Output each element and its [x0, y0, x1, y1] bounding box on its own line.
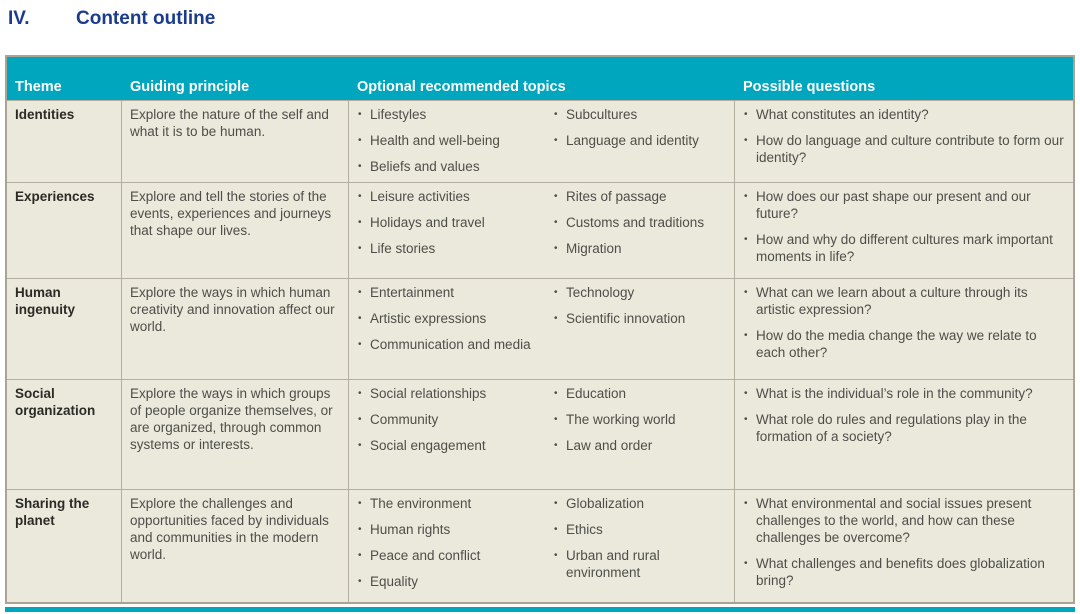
theme-cell: Social organization: [7, 380, 121, 489]
bullet-item: • Rites of passage: [553, 188, 726, 205]
bullet-item: • What constitutes an identity?: [743, 106, 1065, 123]
bullet-item: • Entertainment: [357, 284, 553, 301]
table-row-sharing-the-planet: [7, 490, 1073, 602]
bullet-item: • Social engagement: [357, 437, 553, 454]
bullet-item: • Migration: [553, 240, 726, 257]
topics-cell: [349, 380, 734, 489]
table-row-human-ingenuity: [7, 279, 1073, 379]
page-title: [8, 8, 608, 34]
topics-cell: [349, 183, 734, 278]
bullet-item: • Education: [553, 385, 726, 402]
bullet-item: • Ethics: [553, 521, 726, 538]
bullet-item: • Technology: [553, 284, 726, 301]
theme-cell: Identities: [7, 101, 121, 182]
topics-cell: [349, 101, 734, 182]
questions-list: [743, 495, 1065, 589]
bullet-item: • What role do rules and regulations play in the formation of a society?: [743, 411, 1065, 445]
topics-list-right: [553, 495, 726, 596]
questions-cell: [735, 490, 1073, 602]
topics-list-left: [357, 188, 553, 272]
header-optional-topics: Optional recommended topics: [349, 79, 734, 100]
bullet-item: • Language and identity: [553, 132, 726, 149]
topics-list-right: [553, 106, 726, 176]
topics-list-left: [357, 106, 553, 176]
bullet-item: • What can we learn about a culture through its artistic expression?: [743, 284, 1065, 318]
bullet-item: • What is the individual’s role in the community?: [743, 385, 1065, 402]
bullet-item: • Social relationships: [357, 385, 553, 402]
bullet-item: • How do language and culture contribute to form our identity?: [743, 132, 1065, 166]
questions-list: [743, 188, 1065, 265]
bullet-item: • How does our past shape our present and our future?: [743, 188, 1065, 222]
theme-cell: Human ingenuity: [7, 279, 121, 379]
bullet-item: • How and why do different cultures mark important moments in life?: [743, 231, 1065, 265]
bullet-item: • Law and order: [553, 437, 726, 454]
header-guiding-principle: Guiding principle: [122, 79, 348, 100]
bullet-item: • Communication and media: [357, 336, 553, 353]
topics-list-right: [553, 284, 726, 373]
principle-cell: Explore the ways in which human creativity and innovation affect our world.: [122, 279, 348, 379]
questions-list: [743, 106, 1065, 166]
bullet-item: • The environment: [357, 495, 553, 512]
bullet-item: • What challenges and benefits does globalization bring?: [743, 555, 1065, 589]
bullet-item: • How do the media change the way we relate to each other?: [743, 327, 1065, 361]
topics-list-left: [357, 385, 553, 483]
questions-cell: [735, 183, 1073, 278]
content-outline-table: [5, 55, 1075, 604]
table-row-social-organization: [7, 380, 1073, 489]
topics-list-left: [357, 495, 553, 596]
questions-cell: [735, 279, 1073, 379]
bullet-item: • Subcultures: [553, 106, 726, 123]
bullet-item: • Community: [357, 411, 553, 428]
bullet-item: • Holidays and travel: [357, 214, 553, 231]
theme-cell: Experiences: [7, 183, 121, 278]
topics-list-right: [553, 385, 726, 483]
bullet-item: • Customs and traditions: [553, 214, 726, 231]
header-possible-questions: Possible questions: [735, 79, 1073, 100]
bullet-item: • Peace and conflict: [357, 547, 553, 564]
principle-cell: Explore the challenges and opportunities faced by individuals and communities in the modern world.: [122, 490, 348, 602]
questions-list: [743, 385, 1065, 445]
bullet-item: • Beliefs and values: [357, 158, 553, 175]
questions-list: [743, 284, 1065, 361]
bullet-item: • Lifestyles: [357, 106, 553, 123]
bullet-item: • Artistic expressions: [357, 310, 553, 327]
table-row-identities: [7, 101, 1073, 182]
bullet-item: • Health and well-being: [357, 132, 553, 149]
bullet-item: • Globalization: [553, 495, 726, 512]
questions-cell: [735, 101, 1073, 182]
table-header-row: [7, 57, 1073, 100]
theme-cell: Sharing the planet: [7, 490, 121, 602]
topics-list-left: [357, 284, 553, 373]
header-theme: Theme: [7, 79, 121, 100]
bullet-item: • Scientific innovation: [553, 310, 726, 327]
topics-list-right: [553, 188, 726, 272]
bullet-item: • Equality: [357, 573, 553, 590]
bullet-item: • Leisure activities: [357, 188, 553, 205]
principle-cell: Explore and tell the stories of the events, experiences and journeys that shape our lives.: [122, 183, 348, 278]
principle-cell: Explore the nature of the self and what it is to be human.: [122, 101, 348, 182]
bullet-item: • Urban and rural environment: [553, 547, 726, 581]
table-bottom-accent-bar: [5, 607, 1075, 612]
section-title: Content outline: [76, 8, 216, 29]
bullet-item: • Human rights: [357, 521, 553, 538]
topics-cell: [349, 490, 734, 602]
topics-cell: [349, 279, 734, 379]
bullet-item: • Life stories: [357, 240, 553, 257]
questions-cell: [735, 380, 1073, 489]
table-row-experiences: [7, 183, 1073, 278]
principle-cell: Explore the ways in which groups of people organize themselves, or are organized, through common systems or interests.: [122, 380, 348, 489]
section-number: IV.: [8, 8, 30, 29]
bullet-item: • The working world: [553, 411, 726, 428]
bullet-item: • What environmental and social issues present challenges to the world, and how can these challenges be overcome?: [743, 495, 1065, 546]
